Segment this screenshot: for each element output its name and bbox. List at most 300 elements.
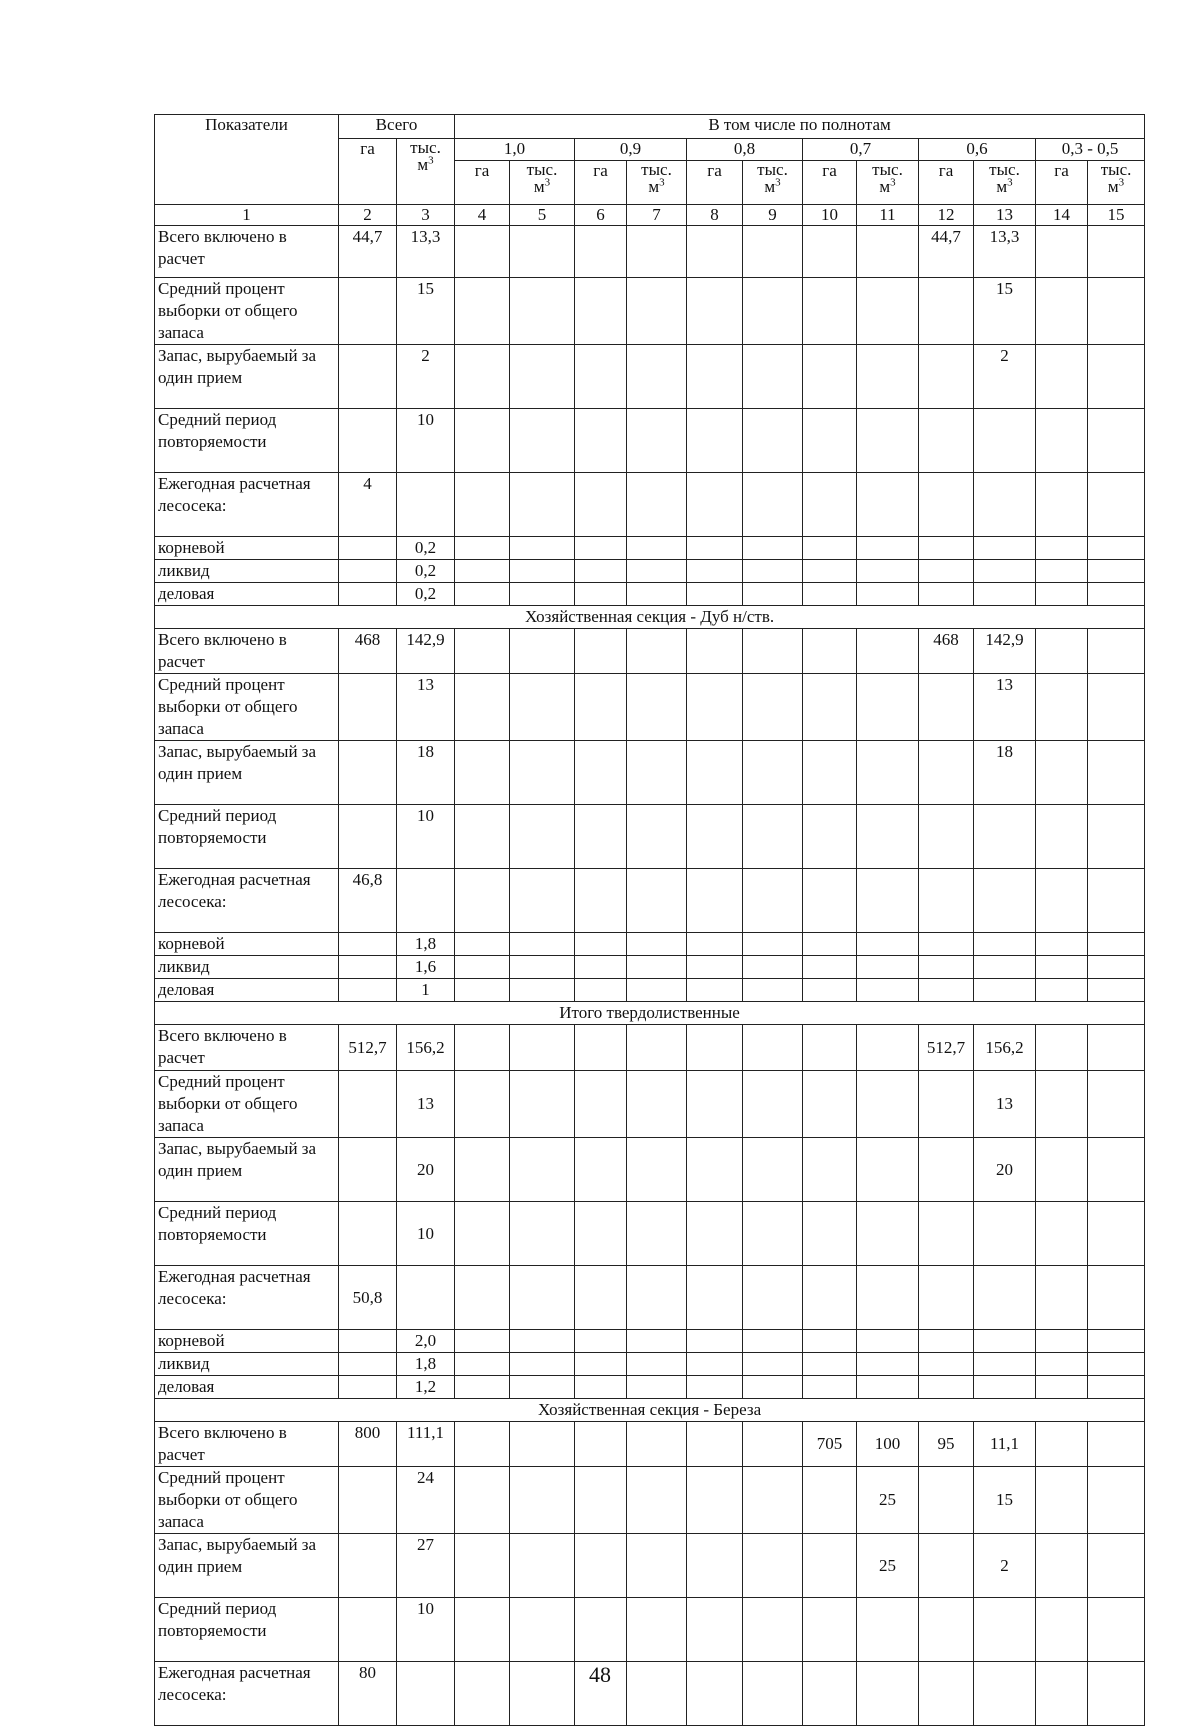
table-cell	[510, 409, 575, 473]
header-by-density: В том числе по полнотам	[455, 115, 1145, 139]
table-cell: 800	[339, 1422, 397, 1467]
table-cell	[687, 869, 743, 933]
table-cell	[743, 583, 803, 606]
table-cell	[627, 560, 687, 583]
table-cell	[455, 583, 510, 606]
table-cell	[803, 1025, 857, 1071]
table-cell	[575, 1071, 627, 1138]
table-cell	[803, 345, 857, 409]
row-label: деловая	[155, 979, 339, 1002]
table-cell	[575, 956, 627, 979]
table-cell	[1036, 1467, 1088, 1534]
table-cell	[1088, 345, 1145, 409]
table-cell	[1088, 278, 1145, 345]
table-cell	[1088, 741, 1145, 805]
header-unit-thous-m3	[974, 161, 1036, 205]
row-label: Ежегодная расчетная лесосека:	[155, 473, 339, 537]
header-total: Всего	[339, 115, 455, 139]
table-cell	[455, 1266, 510, 1330]
table-cell: 10	[397, 1202, 455, 1266]
section-title-row	[155, 606, 1145, 629]
table-cell	[339, 345, 397, 409]
table-cell	[510, 1422, 575, 1467]
table-cell	[627, 1467, 687, 1534]
table-cell	[575, 1202, 627, 1266]
row-label: Средний процент выборки от общего запаса	[155, 1467, 339, 1534]
table-cell	[510, 1534, 575, 1598]
table-cell	[974, 560, 1036, 583]
table-cell	[1088, 674, 1145, 741]
row-label: Ежегодная расчетная лесосека:	[155, 1662, 339, 1726]
row-label: Всего включено в расчет	[155, 1422, 339, 1467]
table-cell: 0,2	[397, 537, 455, 560]
header-unit-thous-m3	[743, 161, 803, 205]
table-cell: 4	[339, 473, 397, 537]
section-title-row	[155, 1002, 1145, 1025]
table-cell	[803, 1376, 857, 1399]
table-cell	[339, 1467, 397, 1534]
table-row	[155, 933, 1145, 956]
row-label: Средний период повторяемости	[155, 409, 339, 473]
table-cell	[919, 674, 974, 741]
table-cell	[857, 1071, 919, 1138]
column-number: 12	[919, 205, 974, 226]
table-cell	[919, 1266, 974, 1330]
table-cell	[455, 869, 510, 933]
table-cell	[919, 1330, 974, 1353]
table-cell	[857, 869, 919, 933]
table-cell	[687, 956, 743, 979]
table-cell: 2	[397, 345, 455, 409]
row-label: Ежегодная расчетная лесосека:	[155, 1266, 339, 1330]
table-cell	[743, 226, 803, 278]
unit-exp: 3	[544, 176, 551, 189]
unit-exp: 3	[428, 154, 434, 167]
table-cell	[339, 805, 397, 869]
table-cell	[687, 933, 743, 956]
table-cell	[1088, 1467, 1145, 1534]
row-label: ликвид	[155, 956, 339, 979]
table-cell	[687, 1353, 743, 1376]
table-cell	[627, 1534, 687, 1598]
header-total-ha: га	[339, 139, 397, 205]
table-cell	[510, 741, 575, 805]
table-cell	[974, 1266, 1036, 1330]
table-cell: 10	[397, 1598, 455, 1662]
table-cell: 46,8	[339, 869, 397, 933]
table-cell	[803, 1202, 857, 1266]
column-number: 6	[575, 205, 627, 226]
table-cell	[687, 583, 743, 606]
table-cell	[1088, 1353, 1145, 1376]
table-cell: 13	[397, 1071, 455, 1138]
table-cell	[974, 473, 1036, 537]
unit-m: м	[996, 177, 1008, 196]
header-unit-ha: га	[455, 161, 510, 205]
table-cell	[627, 674, 687, 741]
table-cell	[455, 345, 510, 409]
row-label: Запас, вырубаемый за один прием	[155, 1138, 339, 1202]
table-cell	[687, 629, 743, 674]
table-cell	[803, 409, 857, 473]
table-cell: 15	[974, 278, 1036, 345]
column-number: 13	[974, 205, 1036, 226]
table-cell	[1088, 1376, 1145, 1399]
table-cell: 13	[397, 674, 455, 741]
table-cell	[510, 956, 575, 979]
page-number: 48	[589, 1662, 611, 1687]
table-row	[155, 674, 1145, 741]
table-row	[155, 226, 1145, 278]
table-cell	[1088, 1025, 1145, 1071]
table-cell	[510, 1025, 575, 1071]
table-cell	[455, 674, 510, 741]
row-label: Средний процент выборки от общего запаса	[155, 278, 339, 345]
header-unit-ha: га	[919, 161, 974, 205]
table-cell	[1088, 1138, 1145, 1202]
table-cell: 44,7	[919, 226, 974, 278]
table-cell: 1,8	[397, 933, 455, 956]
table-cell	[687, 741, 743, 805]
table-cell	[455, 629, 510, 674]
table-cell	[687, 1598, 743, 1662]
table-row	[155, 1598, 1145, 1662]
table-cell	[919, 278, 974, 345]
table-cell	[575, 1138, 627, 1202]
unit-exp: 3	[1007, 176, 1013, 189]
table-cell	[1036, 869, 1088, 933]
table-cell	[857, 674, 919, 741]
table-cell	[857, 1202, 919, 1266]
table-cell	[857, 1025, 919, 1071]
table-cell	[1088, 1598, 1145, 1662]
table-cell	[339, 560, 397, 583]
table-cell	[687, 345, 743, 409]
table-cell	[1088, 409, 1145, 473]
table-cell	[627, 1138, 687, 1202]
table-cell	[803, 1071, 857, 1138]
table-cell	[627, 1266, 687, 1330]
row-label: Всего включено в расчет	[155, 1025, 339, 1071]
row-label: Средний процент выборки от общего запаса	[155, 1071, 339, 1138]
table-cell: 2	[974, 1534, 1036, 1598]
table-cell: 156,2	[974, 1025, 1036, 1071]
table-cell	[510, 1467, 575, 1534]
table-cell	[803, 869, 857, 933]
table-cell	[687, 1467, 743, 1534]
unit-thous: тыс.	[641, 160, 672, 179]
table-cell	[339, 1598, 397, 1662]
table-row	[155, 869, 1145, 933]
table-cell	[510, 537, 575, 560]
header-density-4: 0,6	[919, 139, 1036, 161]
table-cell	[1036, 1534, 1088, 1598]
table-cell: 156,2	[397, 1025, 455, 1071]
section-title: Итого твердолиственные	[155, 1002, 1145, 1025]
table-cell	[919, 979, 974, 1002]
table-cell	[339, 409, 397, 473]
table-cell	[974, 409, 1036, 473]
table-cell	[575, 537, 627, 560]
row-label: Запас, вырубаемый за один прием	[155, 345, 339, 409]
table-cell: 512,7	[339, 1025, 397, 1071]
table-cell	[1088, 805, 1145, 869]
table-cell	[455, 1353, 510, 1376]
table-cell	[339, 1202, 397, 1266]
table-cell	[857, 537, 919, 560]
table-cell	[687, 409, 743, 473]
table-row	[155, 1467, 1145, 1534]
table-cell	[743, 1330, 803, 1353]
table-cell	[919, 345, 974, 409]
row-label: корневой	[155, 933, 339, 956]
table-cell	[1036, 933, 1088, 956]
table-cell: 1,8	[397, 1353, 455, 1376]
table-cell	[575, 1025, 627, 1071]
table-row	[155, 537, 1145, 560]
table-row	[155, 1071, 1145, 1138]
section-title-row	[155, 1399, 1145, 1422]
header-total-thous-m3	[397, 139, 455, 205]
unit-thous: тыс.	[872, 160, 903, 179]
table-cell	[575, 583, 627, 606]
table-cell	[510, 473, 575, 537]
unit-m: м	[879, 177, 891, 196]
table-cell: 27	[397, 1534, 455, 1598]
table-row	[155, 473, 1145, 537]
row-label: ликвид	[155, 1353, 339, 1376]
table-cell: 13,3	[397, 226, 455, 278]
table-cell	[455, 409, 510, 473]
table-cell	[919, 869, 974, 933]
table-row	[155, 741, 1145, 805]
table-cell	[627, 933, 687, 956]
table-cell	[1036, 1025, 1088, 1071]
table-body	[155, 226, 1145, 1726]
table-cell	[857, 409, 919, 473]
table-cell	[455, 560, 510, 583]
table-cell	[455, 1376, 510, 1399]
table-cell	[1036, 560, 1088, 583]
row-label: Запас, вырубаемый за один прием	[155, 741, 339, 805]
table-cell	[803, 1353, 857, 1376]
table-cell	[803, 629, 857, 674]
row-label: корневой	[155, 537, 339, 560]
table-cell	[627, 537, 687, 560]
table-cell	[974, 933, 1036, 956]
table-cell	[803, 805, 857, 869]
table-cell	[1036, 1598, 1088, 1662]
table-cell: 142,9	[397, 629, 455, 674]
table-cell	[743, 741, 803, 805]
table-row	[155, 1202, 1145, 1266]
table-cell	[575, 1266, 627, 1330]
header-density-0: 1,0	[455, 139, 575, 161]
table-cell: 111,1	[397, 1422, 455, 1467]
table-cell	[510, 869, 575, 933]
table-cell	[687, 1138, 743, 1202]
table-cell	[919, 741, 974, 805]
table-cell	[743, 933, 803, 956]
table-cell	[803, 1598, 857, 1662]
table-cell	[339, 1138, 397, 1202]
table-cell: 25	[857, 1534, 919, 1598]
table-cell	[510, 345, 575, 409]
table-cell	[1088, 1266, 1145, 1330]
column-number: 7	[627, 205, 687, 226]
column-number: 5	[510, 205, 575, 226]
table-header	[155, 115, 1145, 226]
table-cell	[1088, 629, 1145, 674]
table-cell	[919, 1138, 974, 1202]
table-cell: 15	[974, 1467, 1036, 1534]
table-cell	[857, 1138, 919, 1202]
row-label: Средний период повторяемости	[155, 805, 339, 869]
table-cell	[339, 979, 397, 1002]
unit-thous: тыс.	[410, 138, 441, 157]
table-cell	[687, 1202, 743, 1266]
table-cell	[510, 1071, 575, 1138]
table-cell: 10	[397, 409, 455, 473]
table-cell	[743, 409, 803, 473]
table-cell: 2,0	[397, 1330, 455, 1353]
table-cell	[857, 741, 919, 805]
table-cell	[627, 409, 687, 473]
table-cell	[510, 1202, 575, 1266]
table-cell	[743, 1025, 803, 1071]
table-cell	[857, 583, 919, 606]
table-cell	[575, 1534, 627, 1598]
row-label: Средний процент выборки от общего запаса	[155, 674, 339, 741]
table-cell	[687, 1071, 743, 1138]
table-cell	[803, 1330, 857, 1353]
table-cell	[1088, 1330, 1145, 1353]
row-label: ликвид	[155, 560, 339, 583]
table-cell	[455, 226, 510, 278]
table-cell	[803, 537, 857, 560]
column-number: 3	[397, 205, 455, 226]
table-cell	[803, 473, 857, 537]
header-density-1: 0,9	[575, 139, 687, 161]
table-cell	[803, 1467, 857, 1534]
column-number: 9	[743, 205, 803, 226]
table-cell	[857, 1376, 919, 1399]
table-cell	[575, 1376, 627, 1399]
table-cell	[743, 1266, 803, 1330]
table-cell	[919, 956, 974, 979]
table-cell	[510, 278, 575, 345]
row-label: корневой	[155, 1330, 339, 1353]
table-cell	[974, 869, 1036, 933]
table-cell	[1036, 629, 1088, 674]
table-cell	[575, 473, 627, 537]
table-cell: 2	[974, 345, 1036, 409]
table-row	[155, 979, 1145, 1002]
table-cell	[687, 674, 743, 741]
table-cell	[627, 1376, 687, 1399]
table-cell	[919, 1467, 974, 1534]
header-unit-thous-m3	[1088, 161, 1145, 205]
table-cell	[510, 979, 575, 1002]
column-number: 11	[857, 205, 919, 226]
table-cell	[455, 278, 510, 345]
table-cell	[455, 1330, 510, 1353]
table-cell	[1088, 869, 1145, 933]
table-cell	[627, 869, 687, 933]
table-cell: 13	[974, 674, 1036, 741]
row-label: Всего включено в расчет	[155, 629, 339, 674]
section-title: Хозяйственная секция - Береза	[155, 1399, 1145, 1422]
table-cell	[919, 583, 974, 606]
table-cell: 20	[397, 1138, 455, 1202]
table-cell: 705	[803, 1422, 857, 1467]
table-cell	[575, 674, 627, 741]
table-cell	[743, 278, 803, 345]
table-cell	[1088, 226, 1145, 278]
table-cell	[455, 1138, 510, 1202]
table-cell	[803, 560, 857, 583]
header-unit-thous-m3	[627, 161, 687, 205]
table-cell: 95	[919, 1422, 974, 1467]
table-cell	[627, 1353, 687, 1376]
table-cell	[803, 1534, 857, 1598]
table-cell	[339, 1071, 397, 1138]
table-cell	[510, 933, 575, 956]
header-unit-ha: га	[803, 161, 857, 205]
table-cell: 18	[397, 741, 455, 805]
table-cell	[803, 226, 857, 278]
table-cell	[743, 1422, 803, 1467]
table-cell	[687, 979, 743, 1002]
table-cell	[743, 1376, 803, 1399]
table-cell	[743, 1534, 803, 1598]
table-cell	[687, 226, 743, 278]
row-label: Средний период повторяемости	[155, 1202, 339, 1266]
table-cell: 468	[339, 629, 397, 674]
row-label: деловая	[155, 1376, 339, 1399]
table-cell	[974, 537, 1036, 560]
table-cell: 15	[397, 278, 455, 345]
unit-thous: тыс.	[757, 160, 788, 179]
table-cell	[1036, 345, 1088, 409]
table-row	[155, 409, 1145, 473]
row-label: деловая	[155, 583, 339, 606]
table-cell	[1036, 1266, 1088, 1330]
table-cell	[455, 1202, 510, 1266]
table-cell	[455, 537, 510, 560]
table-cell	[687, 805, 743, 869]
table-cell	[803, 933, 857, 956]
table-cell	[575, 226, 627, 278]
table-cell	[743, 956, 803, 979]
table-row	[155, 1266, 1145, 1330]
table-row	[155, 956, 1145, 979]
table-cell	[743, 560, 803, 583]
unit-exp: 3	[890, 176, 896, 189]
table-cell	[919, 560, 974, 583]
table-cell: 25	[857, 1467, 919, 1534]
table-cell	[687, 1266, 743, 1330]
table-cell	[1036, 473, 1088, 537]
table-cell	[974, 1202, 1036, 1266]
table-cell	[1036, 278, 1088, 345]
table-cell	[455, 956, 510, 979]
column-number: 2	[339, 205, 397, 226]
table-cell	[1088, 1534, 1145, 1598]
table-cell	[1036, 805, 1088, 869]
table-cell	[743, 1598, 803, 1662]
table-cell: 512,7	[919, 1025, 974, 1071]
